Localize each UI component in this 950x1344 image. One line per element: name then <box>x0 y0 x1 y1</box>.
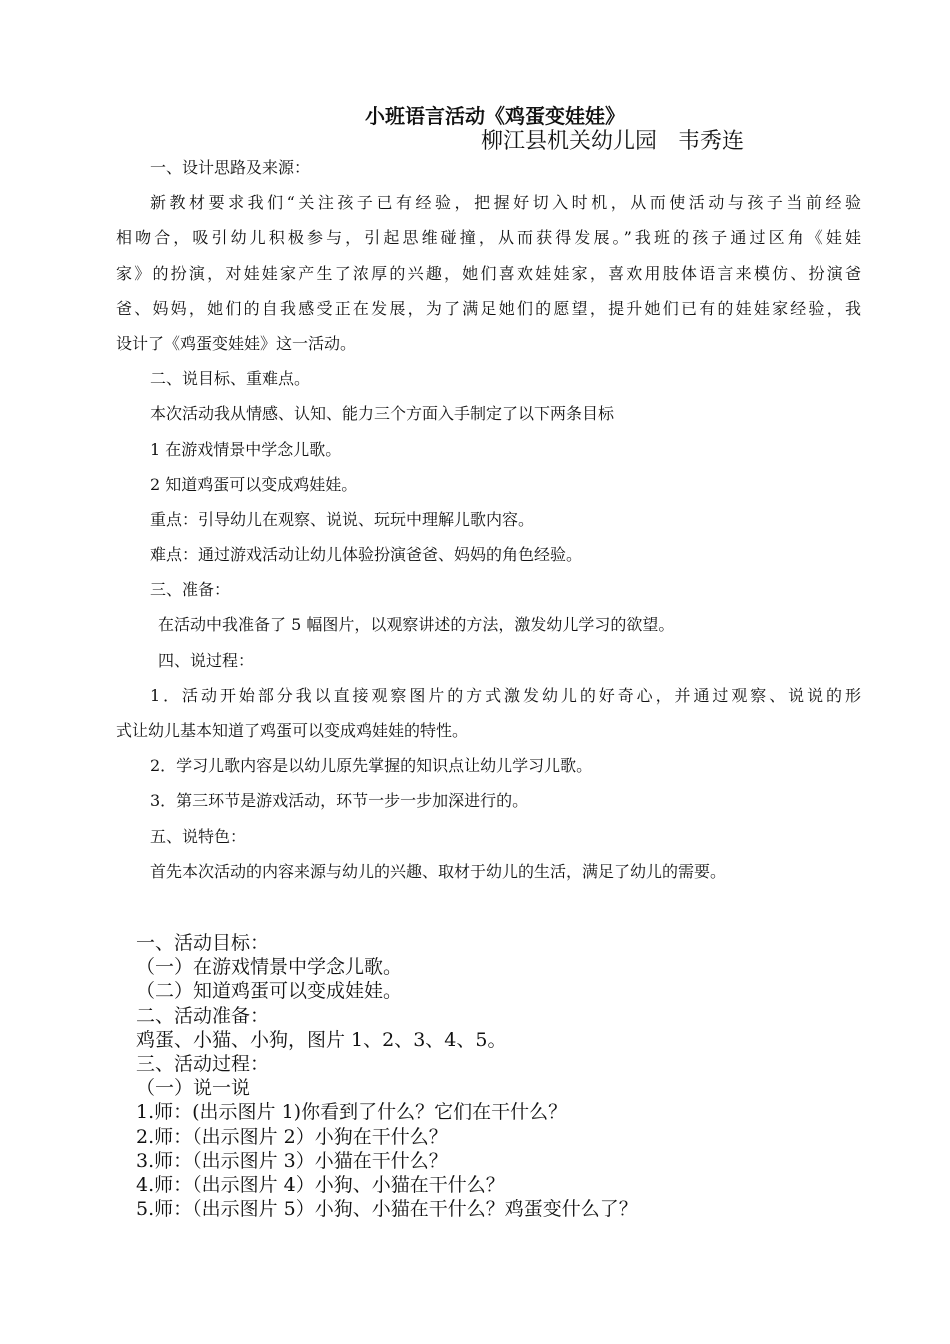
list-item: 1.师：(出示图片 1)你看到了什么？它们在干什么？ <box>136 1101 568 1124</box>
lesson-description <box>116 150 861 889</box>
section-heading-goals: 二、说目标、重难点。 <box>150 369 311 389</box>
paragraph-line: 设计了《鸡蛋变娃娃》这一活动。 <box>116 333 357 353</box>
section-heading-activity-goals: 一、活动目标： <box>136 932 270 954</box>
section-heading-process: 四、说过程： <box>158 650 255 670</box>
paragraph-line: 首先本次活动的内容来源与幼儿的兴趣、取材于幼儿的生活，满足了幼儿的需要。 <box>150 861 727 881</box>
section-heading-activity-preparation: 二、活动准备： <box>136 1004 270 1027</box>
paragraph-line: 1．活动开始部分我以直接观察图片的方式激发幼儿的好奇心，并通过观察、说说的形 <box>150 685 861 705</box>
paragraph-line: 家》的扮演，对娃娃家产生了浓厚的兴趣，她们喜欢娃娃家，喜欢用肢体语言来模仿、扮演爸 <box>116 263 861 283</box>
paragraph-line: 新教材要求我们“关注孩子已有经验，把握好切入时机，从而使活动与孩子当前经验 <box>150 193 861 213</box>
list-item: （二）知道鸡蛋可以变成娃娃。 <box>136 980 403 1003</box>
difficult-point: 难点：通过游戏活动让幼儿体验扮演爸爸、妈妈的角色经验。 <box>150 545 583 565</box>
document-author: 柳江县机关幼儿园 韦秀连 <box>481 129 744 154</box>
list-item: （一）说一说 <box>136 1077 251 1100</box>
section-heading-activity-process: 三、活动过程： <box>136 1052 270 1075</box>
paragraph-line: 在活动中我准备了 5 幅图片，以观察讲述的方法，激发幼儿学习的欲望。 <box>158 615 675 635</box>
goal-item: 2 知道鸡蛋可以变成鸡娃娃。 <box>150 474 358 494</box>
section-heading-features: 五、说特色： <box>150 826 247 846</box>
paragraph-line: 相吻合，吸引幼儿积极参与，引起思维碰撞，从而获得发展。”我班的孩子通过区角《娃娃 <box>116 228 861 248</box>
goal-item: 1 在游戏情景中学念儿歌。 <box>150 439 342 459</box>
paragraph-line: 3．第三环节是游戏活动，环节一步一步加深进行的。 <box>150 791 529 811</box>
paragraph-line: 爸、妈妈，她们的自我感受正在发展，为了满足她们的愿望，提升她们已有的娃娃家经验，我 <box>116 298 861 318</box>
paragraph-line: 本次活动我从情感、认知、能力三个方面入手制定了以下两条目标 <box>150 404 615 424</box>
list-item: 鸡蛋、小猫、小狗，图片 1、2、3、4、5。 <box>136 1028 507 1051</box>
section-heading-preparation: 三、准备： <box>150 580 231 600</box>
activity-plan <box>136 931 638 1221</box>
list-item: 5.师：（出示图片 5）小狗、小猫在干什么？鸡蛋变什么了？ <box>136 1198 638 1221</box>
list-item: （一）在游戏情景中学念儿歌。 <box>136 956 403 979</box>
paragraph-line: 式让幼儿基本知道了鸡蛋可以变成鸡娃娃的特性。 <box>116 721 469 740</box>
key-point: 重点：引导幼儿在观察、说说、玩玩中理解儿歌内容。 <box>150 509 535 529</box>
list-item: 2.师：（出示图片 2）小狗在干什么？ <box>136 1125 448 1148</box>
paragraph-line: 2．学习儿歌内容是以幼儿原先掌握的知识点让幼儿学习儿歌。 <box>150 756 593 776</box>
section-heading-design: 一、设计思路及来源： <box>150 158 311 177</box>
document-title: 小班语言活动《鸡蛋变娃娃》 <box>365 104 625 128</box>
list-item: 3.师：（出示图片 3）小猫在干什么？ <box>136 1149 448 1172</box>
list-item: 4.师：（出示图片 4）小狗、小猫在干什么？ <box>136 1173 505 1196</box>
